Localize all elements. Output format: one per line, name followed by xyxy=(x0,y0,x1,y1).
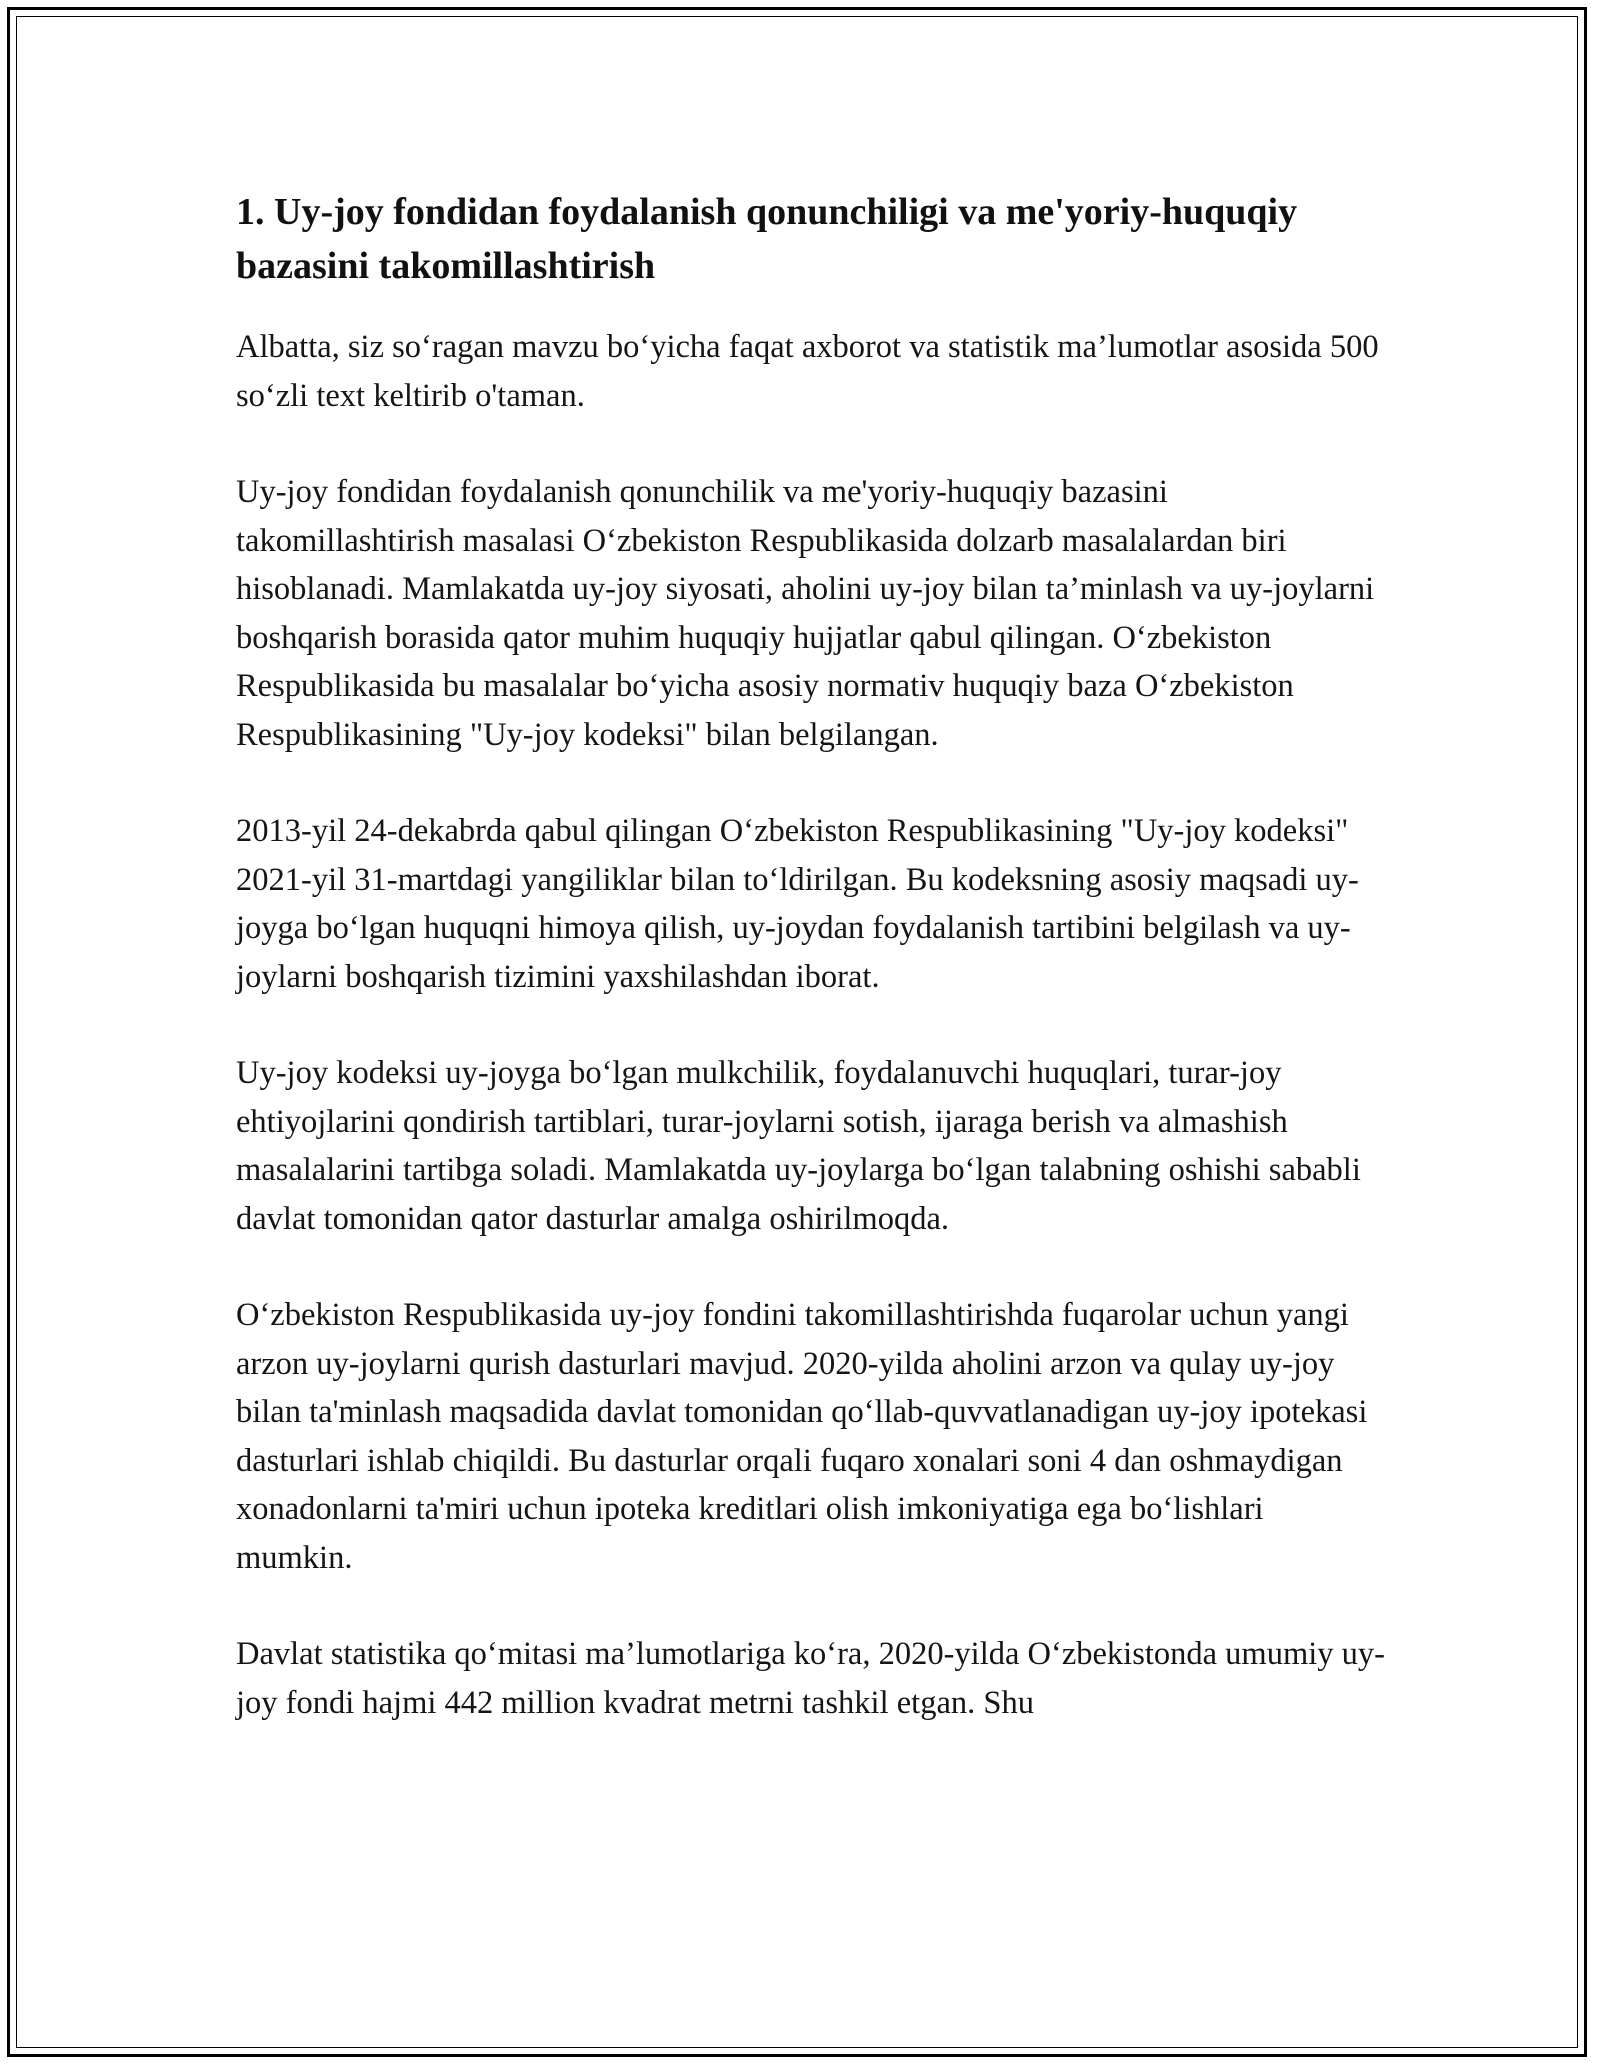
paragraph-housing-code: 2013-yil 24-dekabrda qabul qilingan O‘zbekiston Respublikasining "Uy-joy kodeksi" 2021-yil 31-martdagi yangiliklar bilan to‘ldirilgan. Bu kodeksning asosiy maqsadi uy-joyga bo‘lgan huquqni himoya qilish, uy-joydan foydalanish tartibini belgilash va uy-joylarni boshqarish tizimini yaxshilashdan iborat. xyxy=(236,813,1359,995)
paragraph-code-scope: Uy-joy kodeksi uy-joyga bo‘lgan mulkchilik, foydalanuvchi huquqlari, turar-joy ehtiyojlarini qondirish tartiblari, turar-joylarni sotish, ijaraga berish va almashish masalalarini tartibga soladi. Mamlakatda uy-joylarga bo‘lgan talabning oshishi sababli davlat tomonidan qator dasturlar amalga oshirilmoqda. xyxy=(236,1055,1361,1237)
document-body xyxy=(236,185,1386,1775)
paragraph-statistics: Davlat statistika qo‘mitasi ma’lumotlariga ko‘ra, 2020-yilda O‘zbekistonda umumiy uy-joy fondi hajmi 442 million kvadrat metrni tashkil etgan. Shu xyxy=(236,1636,1385,1721)
section-heading: 1. Uy-joy fondidan foydalanish qonunchiligi va me'yoriy-huquqiy bazasini takomillashtirish xyxy=(236,191,1298,287)
paragraph-affordable-housing: O‘zbekiston Respublikasida uy-joy fondini takomillashtirishda fuqarolar uchun yangi arzon uy-joylarni qurish dasturlari mavjud. 2020-yilda aholini arzon va qulay uy-joy bilan ta'minlash maqsadida davlat tomonidan qo‘llab-quvvatlanadigan uy-joy ipotekasi dasturlari ishlab chiqildi. Bu dasturlar orqali fuqaro xonalari soni 4 dan oshmaydigan xonadonlarni ta'miri uchun ipoteka kreditlari olish imkoniyatiga ega bo‘lishlari mumkin. xyxy=(236,1297,1368,1576)
paragraph-intro: Albatta, siz so‘ragan mavzu bo‘yicha faqat axborot va statistik ma’lumotlar asosida 500 so‘zli text keltirib o'taman. xyxy=(236,329,1379,414)
paragraph-legal-base: Uy-joy fondidan foydalanish qonunchilik va me'yoriy-huquqiy bazasini takomillashtirish masalasi O‘zbekiston Respublikasida dolzarb masalalardan biri hisoblanadi. Mamlakatda uy-joy siyosati, aholini uy-joy bilan ta’minlash va uy-joylarni boshqarish borasida qator muhim huquqiy hujjatlar qabul qilingan. O‘zbekiston Respublikasida bu masalalar bo‘yicha asosiy normativ huquqiy baza O‘zbekiston Respublikasining "Uy-joy kodeksi" bilan belgilangan. xyxy=(236,474,1375,753)
